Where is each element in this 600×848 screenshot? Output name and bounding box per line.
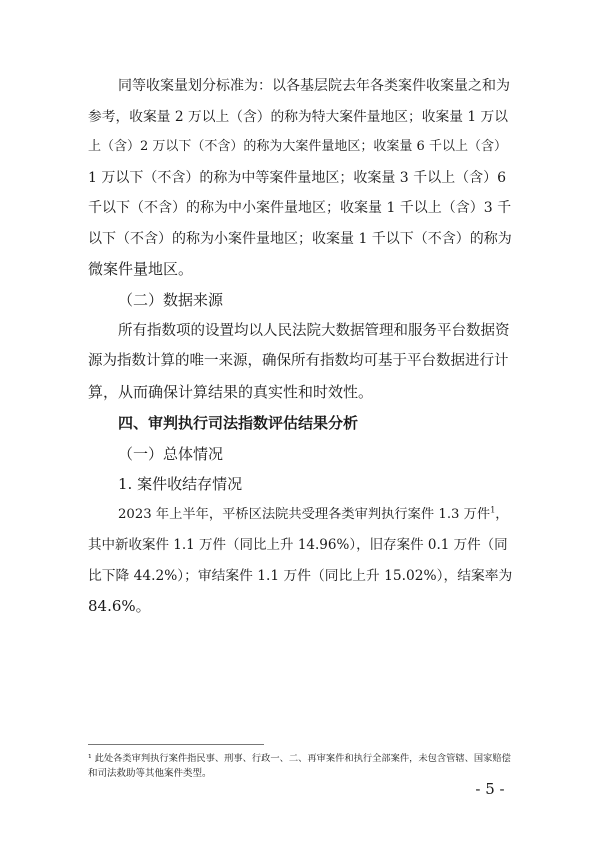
section-data-source (88, 285, 512, 407)
text-line: 参考，收案量 2 万以上（含）的称为特大案件量地区；收案量 1 万以 (88, 108, 508, 125)
text-line: 算，从而确保计算结果的真实性和时效性。 (88, 382, 374, 401)
text-line: 源为指数计算的唯一来源，确保所有指数均可基于平台数据进行计 (88, 353, 509, 369)
text-line: 千以下（不含）的称为中小案件量地区；收案量 1 千以上（含）3 千 (88, 200, 512, 216)
text-line: 以下（不含）的称为小案件量地区；收案量 1 千以下（不含）的称为 (88, 230, 512, 247)
footnote (88, 751, 512, 781)
text-line: 其中新收案件 1.1 万件（同比上升 14.96%），旧存案件 0.1 万件（同 (88, 537, 508, 553)
text-fragment: 2023 年上半年，平桥区法院共受理各类审判执行案件 1.3 万件 (118, 506, 491, 522)
chapter-heading: 四、审判执行司法指数评估结果分析 (118, 414, 359, 432)
text-line: 微案件量地区。 (88, 260, 194, 278)
item-heading: 1. 案件收结存情况 (118, 475, 243, 493)
paragraph-classification-standard (88, 71, 512, 285)
page-number: - 5 - (475, 780, 505, 798)
text-line: 所有指数项的设置均以人民法院大数据管理和服务平台数据资 (118, 322, 510, 339)
footnote-divider (88, 744, 264, 745)
sub-heading: （一）总体情况 (118, 444, 224, 463)
section-heading: （二）数据来源 (118, 291, 224, 309)
text-line: 84.6%。 (88, 597, 151, 615)
text-line: 同等收案量划分标准为：以各基层院去年各类案件收案量之和为 (118, 78, 510, 94)
text-line: 上（含）2 万以下（不含）的称为大案件量地区；收案量 6 千以上（含） (88, 139, 507, 154)
footnote-line: ¹ 此处各类审判执行案件指民事、刑事、行政一、二、再审案件和执行全部案件，未包含管辖、国家赔偿 (88, 753, 511, 764)
text-fragment: ， (495, 506, 509, 522)
section-evaluation-results (88, 408, 512, 622)
footnote-line: 和司法救助等其他案件类型。 (88, 768, 212, 779)
text-line (88, 500, 512, 531)
footnote-reference[interactable]: 1 (490, 505, 496, 515)
text-line: 1 万以下（不含）的称为中等案件量地区；收案量 3 千以上（含）6 (88, 169, 507, 186)
text-line: 比下降 44.2%）；审结案件 1.1 万件（同比上升 15.02%），结案率为 (88, 567, 513, 584)
